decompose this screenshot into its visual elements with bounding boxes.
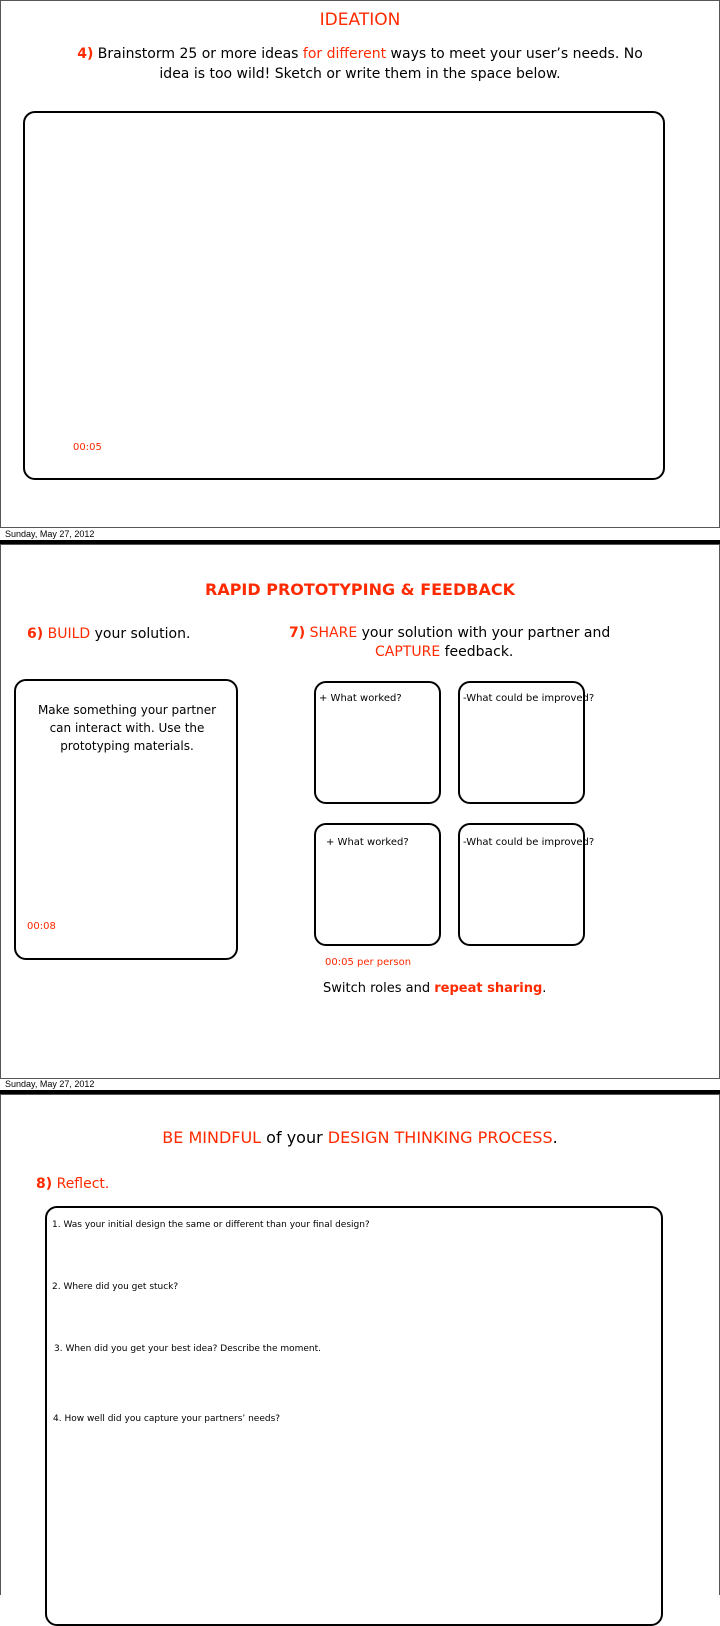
instruction-highlight: for different — [302, 46, 387, 62]
feedback-box-improve-1[interactable] — [458, 681, 595, 804]
title-text: of your — [261, 1128, 328, 1147]
instruction-text: Brainstorm 25 or more ideas — [97, 46, 303, 62]
title-text: . — [552, 1128, 558, 1147]
build-description: Make something your partner can interact with. Use the prototyping materials. — [37, 703, 217, 753]
slide-reflect — [0, 1094, 720, 1595]
feedback-box-improve-2[interactable] — [458, 823, 595, 946]
switch-roles-text — [323, 981, 546, 996]
feedback-label: + What worked? — [319, 693, 402, 704]
feedback-label: -What could be improved? — [463, 837, 595, 848]
step-number: 7) — [289, 625, 306, 641]
slide-footer-date: Sunday, May 27, 2012 — [5, 1079, 95, 1089]
reflection-area[interactable] — [45, 1206, 663, 1626]
timer: 00:05 per person — [325, 957, 412, 968]
reflect-heading — [36, 1176, 109, 1192]
slide-footer-date: Sunday, May 27, 2012 — [5, 529, 95, 539]
switch-text: Switch roles and — [323, 981, 435, 996]
share-heading — [289, 625, 610, 641]
timer: 00:08 — [27, 921, 56, 932]
instruction-text: ways to meet your user’s needs. No — [386, 46, 643, 62]
title-highlight: BE MINDFUL — [162, 1128, 262, 1147]
reflection-question-3: 3. When did you get your best idea? Describe the moment. — [54, 1344, 322, 1354]
feedback-box-worked-1[interactable] — [314, 681, 441, 804]
title-highlight: DESIGN THINKING PROCESS — [327, 1128, 553, 1147]
sketch-area[interactable] — [23, 111, 665, 480]
build-heading — [27, 626, 190, 642]
capture-keyword: CAPTURE — [375, 644, 441, 660]
feedback-box-worked-2[interactable] — [314, 823, 441, 946]
build-area[interactable] — [14, 679, 238, 960]
instruction-line-1 — [1, 46, 719, 62]
reflection-question-4: 4. How well did you capture your partners’ needs? — [53, 1414, 281, 1424]
instruction-line-2: idea is too wild! Sketch or write them in the space below. — [159, 66, 561, 82]
slide-title: IDEATION — [319, 10, 401, 30]
reflection-question-2: 2. Where did you get stuck? — [52, 1282, 179, 1292]
slide-title — [1, 1128, 719, 1147]
switch-highlight: repeat sharing — [434, 981, 543, 996]
share-keyword: SHARE — [309, 625, 358, 641]
capture-heading — [375, 644, 513, 660]
step-number: 4) — [77, 46, 94, 62]
step-number: 6) — [27, 626, 44, 642]
reflect-text: Reflect. — [52, 1176, 110, 1192]
share-text: your solution with your partner and — [357, 625, 611, 641]
timer: 00:05 — [73, 442, 102, 453]
build-keyword: BUILD — [47, 626, 91, 642]
slide-title: RAPID PROTOTYPING & FEEDBACK — [205, 580, 515, 599]
step-number: 8) — [36, 1176, 53, 1192]
switch-end: . — [542, 981, 547, 996]
capture-text: feedback. — [440, 644, 514, 660]
slide-ideation — [0, 0, 720, 528]
build-text: your solution. — [90, 626, 191, 642]
slide-prototyping — [0, 544, 720, 1079]
feedback-label: + What worked? — [326, 837, 409, 848]
reflection-question-1: 1. Was your initial design the same or different than your final design? — [52, 1220, 370, 1230]
feedback-label: -What could be improved? — [463, 693, 595, 704]
